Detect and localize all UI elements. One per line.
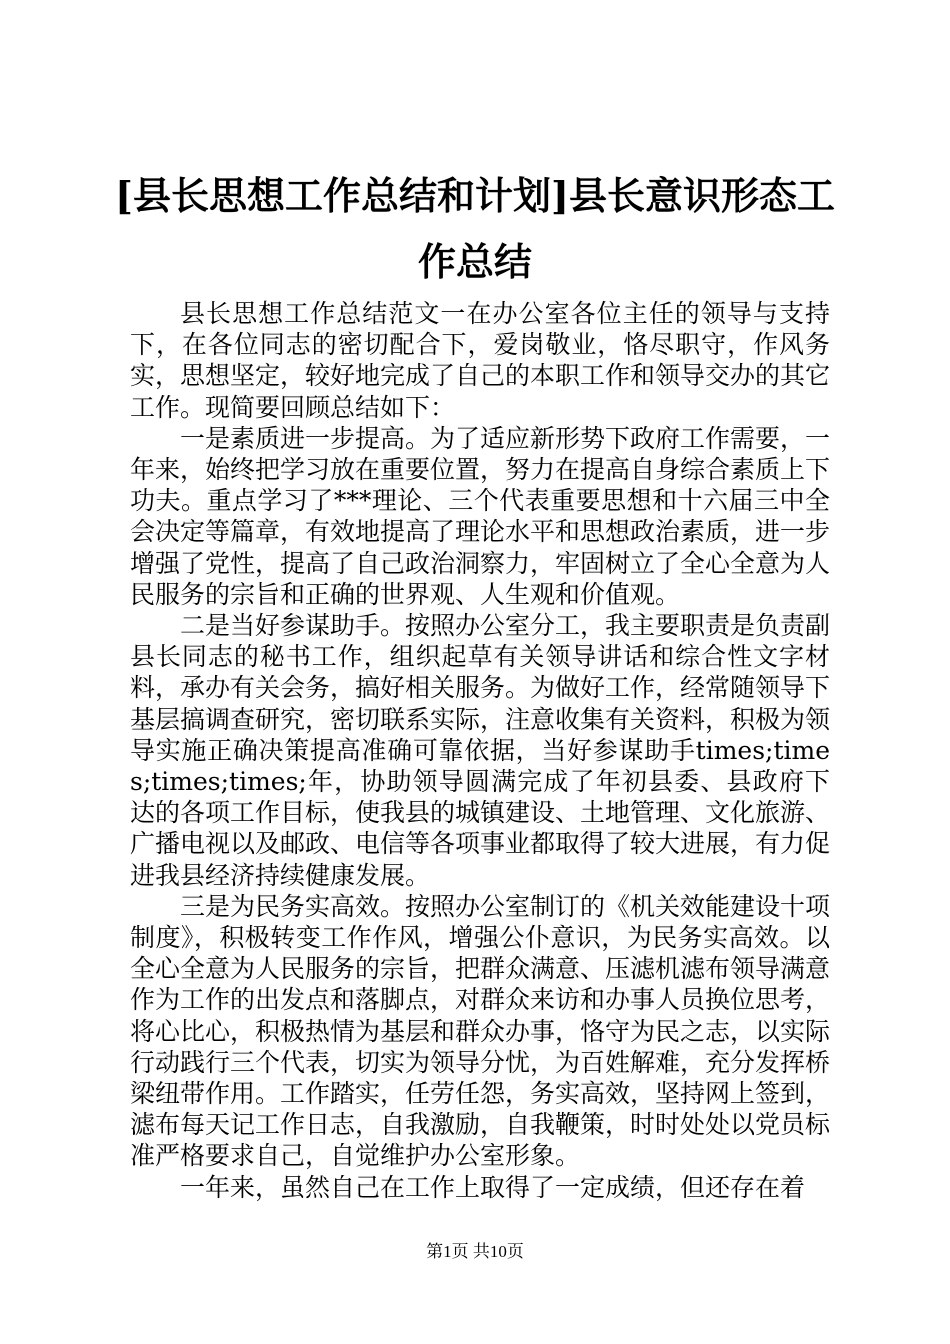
paragraph-advisor: 二是当好参谋助手。按照办公室分工，我主要职责是负责副县长同志的秘书工作，组织起草有关领导讲话和综合性文字材料，承办有关会务，搞好相关服务。为做好工作，经常随领导下基层搞调查研究，密切联系实际，注意收集有关资料，积极为领导实施正确决策提高准确可靠依据，当好参谋助手times;times;times;times;年，协助领导圆满完成了年初县委、县政府下达的各项工作目标，使我县的城镇建设、土地管理、文化旅游、广播电视以及邮政、电信等各项事业都取得了较大进展，有力促进我县经济持续健康发展。 <box>130 611 831 890</box>
paragraph-quality: 一是素质进一步提高。为了适应新形势下政府工作需要，一年来，始终把学习放在重要位置，努力在提高自身综合素质上下功夫。重点学习了***理论、三个代表重要思想和十六届三中全会决定等篇章，有效地提高了理论水平和思想政治素质，进一步增强了党性，提高了自己政治洞察力，牢固树立了全心全意为人民服务的宗旨和正确的世界观、人生观和价值观。 <box>130 423 831 609</box>
page-footer: 第1页 共10页 <box>426 1242 524 1261</box>
document-body <box>130 298 830 1203</box>
paragraph-intro: 县长思想工作总结范文一在办公室各位主任的领导与支持下，在各位同志的密切配合下，爱岗敬业，恪尽职守，作风务实，思想坚定，较好地完成了自己的本职工作和领导交办的其它工作。现简要回顾总结如下： <box>130 299 831 422</box>
paragraph-summary: 一年来，虽然自己在工作上取得了一定成绩，但还存在着 <box>180 1172 806 1202</box>
document-title: [县长思想工作总结和计划]县长意识形态工作总结 <box>115 173 835 284</box>
paragraph-efficiency: 三是为民务实高效。按照办公室制订的《机关效能建设十项制度》，积极转变工作作风，增强公仆意识，为民务实高效。以全心全意为人民服务的宗旨，把群众满意、压滤机滤布领导满意作为工作的出发点和落脚点，对群众来访和办事人员换位思考，将心比心，积极热情为基层和群众办事，恪守为民之志，以实际行动践行三个代表，切实为领导分忧，为百姓解难，充分发挥桥梁纽带作用。工作踏实，任劳任怨，务实高效，坚持网上签到，滤布每天记工作日志，自我激励，自我鞭策，时时处处以党员标准严格要求自己，自觉维护办公室形象。 <box>130 891 831 1171</box>
